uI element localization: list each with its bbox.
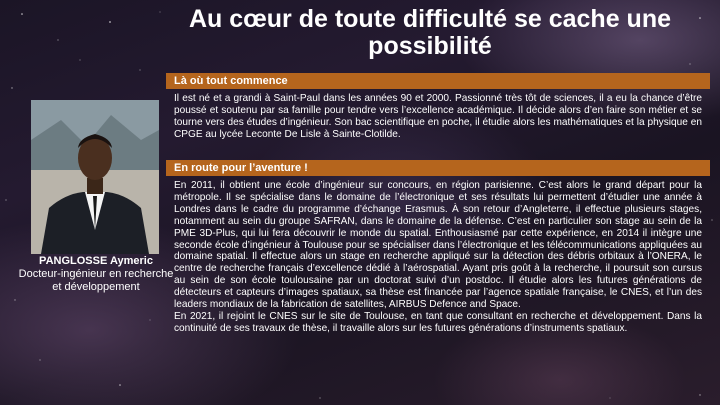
profile-name: PANGLOSSE Aymeric: [39, 255, 153, 267]
section-paragraph: En 2021, il rejoint le CNES sur le site de Toulouse, en tant que consultant en recherche et développement. Dans la continuité de ses travaux de thèse, il travaille alors sur les futures générations d’instruments spatiaux.: [174, 310, 702, 334]
section-body-adventure: [174, 180, 702, 335]
section-body-origins: [174, 93, 702, 141]
page-title: Au cœur de toute difficulté se cache une possibilité: [188, 5, 672, 60]
section-heading-adventure: En route pour l’aventure !: [166, 160, 710, 176]
profile-role: Docteur-ingénieur en recherche et développement: [18, 268, 174, 293]
section-paragraph: Il est né et a grandi à Saint-Paul dans les années 90 et 2000. Passionné très tôt de sciences, il a eu la chance d’être poussé et soutenu par sa famille pour tendre vers l’excellence académique. Il décide alors d’en faire son métier et se tourne vers des études d’ingénieur. Son bac scientifique en poche, il étudie alors les mathématiques et la physique en CPGE au lycée Leconte De Lisle à Sainte-Clotilde.: [174, 93, 702, 140]
section-heading-origins: Là où tout commence: [166, 73, 710, 89]
section-paragraph: En 2011, il obtient une école d’ingénieur sur concours, en région parisienne. C’est alors le grand départ pour la métropole. Il se spécialise dans le domaine de l’électronique et ses résultats lui permettent d’étudier une année à Londres dans le cadre du programme d’échange Erasmus. À son retour d’Angleterre, il effectue plusieurs stages, notamment au sein du groupe SAFRAN, dans le domaine de la défense. C’est en particulier son stage au sein de la PME 3D-Plus, qui lui fera découvrir le monde du spatial. Enthousiasmé par cette expérience, en 2014 il intègre une seconde école d’ingénieur à Toulouse pour se spécialiser dans l’électronique et les télécommunications appliquées au domaine spatial. Il effectue alors un stage en recherche appliqué sur la détection des débris orbitaux à l’ONERA, le centre de recherche français d’excellence dédié à l’aérospatial. Ayant pris goût à la recherche, il poursuit son cursus au sein de son école toulousaine par un doctorat suivi d’un postdoc. Il étudie alors les futures générations de détecteurs et capteurs d’images spatiaux, sa thèse est financée par l’agence spatiale française, le CNES, et l’un des leaders mondiaux de la fabrication de satellites, AIRBUS Defence and Space.: [174, 180, 702, 311]
profile-photo: [31, 100, 159, 254]
